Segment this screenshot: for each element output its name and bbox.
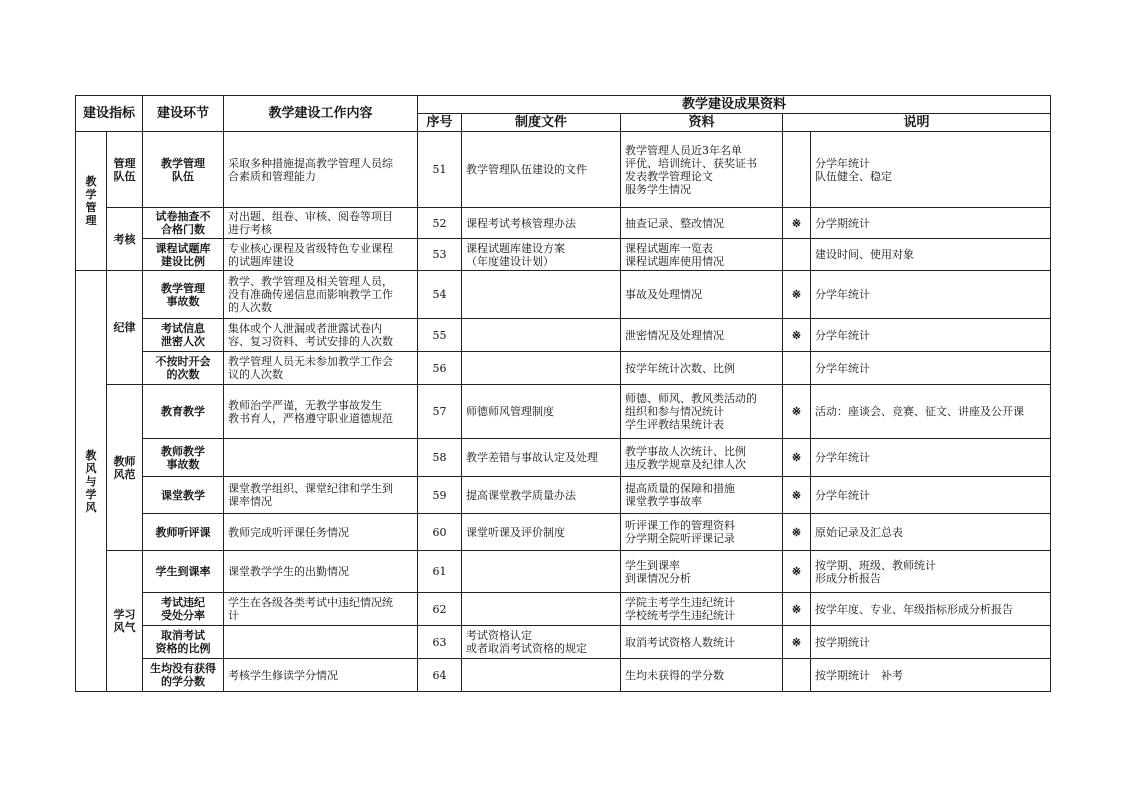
- work-content-line: 学生在各级各类考试中违纪情况统: [228, 596, 394, 609]
- construction-step-line: 事故数: [166, 294, 200, 308]
- materials-line: 违反教学规章及纪律人次: [625, 457, 747, 471]
- materials-line: 课程试题库使用情况: [625, 254, 725, 268]
- notes: [811, 319, 1051, 352]
- materials: [621, 477, 783, 514]
- sequence-number: 51: [418, 132, 462, 208]
- subcategory-teacher-style-line: 风范: [113, 467, 136, 481]
- policy-document-line: （年度建设计划）: [466, 254, 555, 268]
- materials-line: 事故及处理情况: [625, 288, 703, 301]
- construction-step-line: 教学管理: [161, 156, 206, 170]
- subcategory-teacher-style-line: 教师: [113, 454, 136, 468]
- policy-document: [462, 593, 621, 626]
- table-row: [76, 477, 1051, 514]
- notes: [811, 385, 1051, 439]
- construction-step-line: 考试违纪: [161, 596, 206, 609]
- notes-line: 按学期、班级、教师统计: [815, 558, 937, 572]
- notes-line: 队伍健全、稳定: [815, 169, 893, 183]
- sequence-number: 52: [418, 208, 462, 239]
- construction-step-line: 试卷抽查不: [155, 210, 211, 223]
- policy-document: [462, 271, 621, 319]
- materials: [621, 319, 783, 352]
- subcategory-study-style: [107, 551, 143, 692]
- sequence-number: 53: [418, 239, 462, 271]
- construction-step-line: 教育教学: [161, 405, 206, 418]
- materials-line: 服务学生情况: [625, 182, 692, 196]
- work-content: [224, 208, 418, 239]
- policy-document: [462, 551, 621, 593]
- work-content-line: 的人次数: [228, 301, 273, 314]
- materials-line: 抽查记录、整改情况: [625, 216, 725, 230]
- work-content: [224, 593, 418, 626]
- key-mark: ※: [783, 551, 811, 593]
- sequence-number: 58: [418, 439, 462, 477]
- construction-step: [143, 626, 224, 659]
- table-row: [76, 659, 1051, 692]
- materials-line: 发表教学管理论文: [625, 169, 714, 183]
- notes: [811, 439, 1051, 477]
- table-row: [76, 514, 1051, 551]
- work-content: [224, 385, 418, 439]
- policy-document: [462, 385, 621, 439]
- materials: [621, 385, 783, 439]
- subcategory-discipline: [107, 271, 143, 385]
- key-mark: ※: [783, 626, 811, 659]
- table-row: [76, 626, 1051, 659]
- materials: [621, 132, 783, 208]
- construction-step-line: 泄密人次: [161, 335, 206, 348]
- construction-step-line: 教学管理: [161, 281, 206, 295]
- policy-document-line: 考试资格认定: [466, 629, 533, 642]
- notes-line: 建设时间、使用对象: [815, 248, 915, 261]
- work-content-line: 教学管理人员无未参加教学工作会: [228, 355, 394, 368]
- key-mark: ※: [783, 593, 811, 626]
- subcategory-management-team-line: 队伍: [113, 169, 136, 183]
- construction-step: [143, 659, 224, 692]
- construction-step: [143, 385, 224, 439]
- sequence-number: 55: [418, 319, 462, 352]
- materials-line: 听评课工作的管理资料: [625, 519, 736, 532]
- sequence-number: 57: [418, 385, 462, 439]
- table-row: [76, 319, 1051, 352]
- construction-step: [143, 319, 224, 352]
- construction-step-line: 受处分率: [161, 609, 206, 622]
- table-row: [76, 385, 1051, 439]
- notes-line: 活动：座谈会、竞赛、征文、讲座及公开课: [815, 405, 1025, 418]
- work-content: [224, 352, 418, 385]
- policy-document: [462, 477, 621, 514]
- key-mark: ※: [783, 208, 811, 239]
- work-content: [224, 239, 418, 271]
- work-content-line: 议的人次数: [228, 368, 284, 381]
- key-mark: ※: [783, 477, 811, 514]
- construction-step: [143, 208, 224, 239]
- materials-line: 课堂教学事故率: [625, 495, 703, 508]
- work-content: [224, 132, 418, 208]
- table-row: [76, 132, 1051, 208]
- construction-step-line: 教师听评课: [155, 525, 211, 539]
- notes: [811, 132, 1051, 208]
- sequence-number: 62: [418, 593, 462, 626]
- results-table: [75, 95, 1051, 692]
- construction-step: [143, 514, 224, 551]
- policy-document: [462, 659, 621, 692]
- construction-step-line: 生均没有获得: [150, 662, 217, 675]
- table-row: [76, 439, 1051, 477]
- work-content: [224, 271, 418, 319]
- notes: [811, 659, 1051, 692]
- policy-document-line: 教学差错与事故认定及处理: [466, 451, 599, 464]
- materials-line: 课程试题库一览表: [625, 241, 714, 255]
- materials: [621, 352, 783, 385]
- materials: [621, 551, 783, 593]
- notes: [811, 626, 1051, 659]
- materials-line: 取消考试资格人数统计: [625, 635, 736, 649]
- materials: [621, 271, 783, 319]
- sequence-number: 63: [418, 626, 462, 659]
- materials-line: 生均未获得的学分数: [625, 668, 725, 682]
- key-mark: [783, 132, 811, 208]
- construction-step-line: 考试信息: [161, 322, 206, 335]
- category-teaching-management-line: 教: [85, 175, 97, 188]
- key-mark: ※: [783, 385, 811, 439]
- construction-step: [143, 551, 224, 593]
- subcategory-exam-line: 考核: [113, 232, 136, 246]
- work-content-line: 专业核心课程及省级特色专业课程: [228, 241, 394, 255]
- construction-step-line: 合格门数: [161, 223, 206, 236]
- sequence-number: 54: [418, 271, 462, 319]
- construction-step: [143, 239, 224, 271]
- header-seq: 序号: [418, 114, 462, 132]
- policy-document: [462, 319, 621, 352]
- work-content-line: 对出题、组卷、审核、阅卷等项目: [228, 210, 394, 223]
- header-notes: 说明: [783, 114, 1051, 132]
- subcategory-management-team-line: 管理: [113, 156, 136, 170]
- category-teaching-learning-style: [76, 271, 107, 692]
- construction-step-line: 不按时开会: [155, 355, 211, 368]
- subcategory-discipline-line: 纪律: [113, 321, 136, 334]
- construction-step-line: 的学分数: [161, 675, 206, 688]
- header-results: 教学建设成果资料: [418, 96, 1051, 114]
- policy-document-line: 提高课堂教学质量办法: [466, 488, 577, 502]
- policy-document-line: 课程考试考核管理办法: [466, 216, 577, 230]
- materials: [621, 514, 783, 551]
- construction-step-line: 资格的比例: [155, 642, 211, 655]
- sequence-number: 56: [418, 352, 462, 385]
- construction-step: [143, 439, 224, 477]
- category-teaching-learning-style-line: 学: [85, 487, 97, 501]
- work-content: [224, 319, 418, 352]
- header-indicator: 建设指标: [76, 96, 143, 132]
- category-teaching-management: [76, 132, 107, 271]
- materials-line: 提高质量的保障和措施: [625, 482, 736, 495]
- notes-line: 分学年统计: [815, 288, 871, 301]
- work-content-line: 教师完成听评课任务情况: [228, 525, 350, 539]
- table-row: [76, 239, 1051, 271]
- notes-line: 分学期统计: [815, 216, 871, 230]
- header-policy: 制度文件: [462, 114, 621, 132]
- policy-document: [462, 626, 621, 659]
- subcategory-teacher-style: [107, 385, 143, 551]
- policy-document-line: 教学管理队伍建设的文件: [466, 163, 588, 176]
- category-teaching-management-line: 学: [85, 188, 97, 201]
- materials-line: 教学事故人次统计、比例: [625, 444, 747, 458]
- materials-line: 泄密情况及处理情况: [625, 328, 725, 342]
- work-content: [224, 477, 418, 514]
- subcategory-study-style-line: 学习: [113, 608, 136, 621]
- key-mark: ※: [783, 271, 811, 319]
- policy-document: [462, 352, 621, 385]
- notes-line: 分学年统计: [815, 488, 871, 502]
- work-content-line: 没有准确传递信息而影响教学工作: [228, 288, 394, 301]
- materials: [621, 593, 783, 626]
- work-content-line: 集体或个人泄漏或者泄露试卷内: [228, 322, 383, 335]
- construction-step-line: 教师教学: [161, 444, 206, 458]
- policy-document-line: 课堂听课及评价制度: [466, 525, 566, 539]
- work-content-line: 计: [228, 609, 240, 622]
- key-mark: ※: [783, 439, 811, 477]
- subcategory-study-style-line: 风气: [113, 621, 136, 634]
- policy-document-line: 课程试题库建设方案: [466, 241, 566, 255]
- notes: [811, 477, 1051, 514]
- policy-document: [462, 132, 621, 208]
- header-step: 建设环节: [143, 96, 224, 132]
- materials-line: 学校统考学生违纪统计: [625, 609, 736, 622]
- work-content-line: 合素质和管理能力: [228, 169, 317, 183]
- work-content-line: 容、复习资料、考试安排的人次数: [228, 335, 394, 348]
- notes-line: 按学年度、专业、年级指标形成分析报告: [815, 602, 1014, 616]
- construction-step-line: 的次数: [166, 368, 200, 381]
- table-row: [76, 208, 1051, 239]
- materials-line: 分学期全院听评课记录: [625, 532, 736, 545]
- table-row: [76, 593, 1051, 626]
- policy-document: [462, 239, 621, 271]
- construction-step-line: 课程试题库: [155, 241, 211, 255]
- category-teaching-learning-style-line: 教: [85, 448, 97, 462]
- work-content-line: 教学、教学管理及相关管理人员，: [228, 275, 394, 288]
- key-mark: [783, 659, 811, 692]
- notes: [811, 514, 1051, 551]
- materials: [621, 626, 783, 659]
- construction-step-line: 队伍: [172, 169, 195, 183]
- category-teaching-learning-style-line: 风: [85, 461, 97, 475]
- work-content: [224, 514, 418, 551]
- notes: [811, 352, 1051, 385]
- work-content-line: 采取多种措施提高教学管理人员综: [228, 156, 394, 170]
- notes-line: 分学年统计: [815, 361, 871, 375]
- table-row: [76, 352, 1051, 385]
- work-content-line: 课堂教学组织、课堂纪律和学生到: [228, 482, 394, 495]
- construction-step-line: 课堂教学: [161, 488, 206, 502]
- construction-step-line: 取消考试: [161, 629, 206, 642]
- table-row: [76, 271, 1051, 319]
- work-content-line: 教书育人，严格遵守职业道德规范: [228, 411, 394, 425]
- construction-step: [143, 132, 224, 208]
- sequence-number: 60: [418, 514, 462, 551]
- materials-line: 按学年统计次数、比例: [625, 361, 736, 375]
- materials-line: 学院主考学生违纪统计: [625, 596, 736, 609]
- notes: [811, 271, 1051, 319]
- policy-document: [462, 514, 621, 551]
- policy-document-line: 或者取消考试资格的规定: [466, 642, 588, 655]
- notes: [811, 551, 1051, 593]
- materials: [621, 208, 783, 239]
- work-content: [224, 659, 418, 692]
- materials: [621, 659, 783, 692]
- work-content-line: 的试题库建设: [228, 254, 295, 268]
- sequence-number: 59: [418, 477, 462, 514]
- header-materials: 资料: [621, 114, 783, 132]
- category-teaching-management-line: 理: [85, 214, 97, 227]
- notes: [811, 208, 1051, 239]
- work-content: [224, 626, 418, 659]
- materials-line: 教学管理人员近3年名单: [625, 143, 743, 157]
- sequence-number: 64: [418, 659, 462, 692]
- header-content: 教学建设工作内容: [224, 96, 418, 132]
- category-teaching-learning-style-line: 与: [85, 474, 97, 488]
- notes-line: 按学期统计 补考: [815, 668, 904, 682]
- construction-step-line: 学生到课率: [155, 565, 211, 578]
- subcategory-management-team: [107, 132, 143, 208]
- construction-step-line: 建设比例: [161, 254, 206, 268]
- construction-step: [143, 271, 224, 319]
- category-teaching-learning-style-line: 风: [85, 500, 97, 514]
- policy-document: [462, 208, 621, 239]
- materials-line: 到课情况分析: [625, 571, 692, 585]
- materials-line: 评优、培训统计、获奖证书: [625, 156, 758, 170]
- sequence-number: 61: [418, 551, 462, 593]
- work-content-line: 进行考核: [228, 223, 273, 236]
- work-content: [224, 439, 418, 477]
- construction-step-line: 事故数: [166, 457, 200, 471]
- materials-line: 学生到课率: [625, 558, 681, 572]
- key-mark: [783, 239, 811, 271]
- table-row: [76, 551, 1051, 593]
- work-content-line: 教师治学严谨，无教学事故发生: [228, 398, 383, 412]
- key-mark: [783, 352, 811, 385]
- work-content: [224, 551, 418, 593]
- policy-document-line: 师德师风管理制度: [466, 405, 555, 418]
- work-content-line: 考核学生修读学分情况: [228, 668, 339, 682]
- work-content-line: 课率情况: [228, 495, 273, 508]
- materials-line: 师德、师风、教风类活动的: [625, 392, 758, 405]
- notes-line: 分学年统计: [815, 451, 871, 464]
- materials: [621, 439, 783, 477]
- key-mark: ※: [783, 514, 811, 551]
- notes-line: 分学年统计: [815, 328, 871, 342]
- materials-line: 学生评教结果统计表: [625, 418, 725, 431]
- notes-line: 形成分析报告: [815, 571, 882, 585]
- notes: [811, 239, 1051, 271]
- construction-step: [143, 352, 224, 385]
- subcategory-exam: [107, 208, 143, 271]
- materials: [621, 239, 783, 271]
- notes: [811, 593, 1051, 626]
- construction-step: [143, 593, 224, 626]
- key-mark: ※: [783, 319, 811, 352]
- notes-line: 按学期统计: [815, 635, 871, 649]
- materials-line: 组织和参与情况统计: [625, 405, 725, 418]
- notes-line: 分学年统计: [815, 156, 871, 170]
- work-content-line: 课堂教学学生的出勤情况: [228, 565, 350, 578]
- policy-document: [462, 439, 621, 477]
- notes-line: 原始记录及汇总表: [815, 525, 904, 539]
- category-teaching-management-line: 管: [85, 201, 97, 214]
- construction-step: [143, 477, 224, 514]
